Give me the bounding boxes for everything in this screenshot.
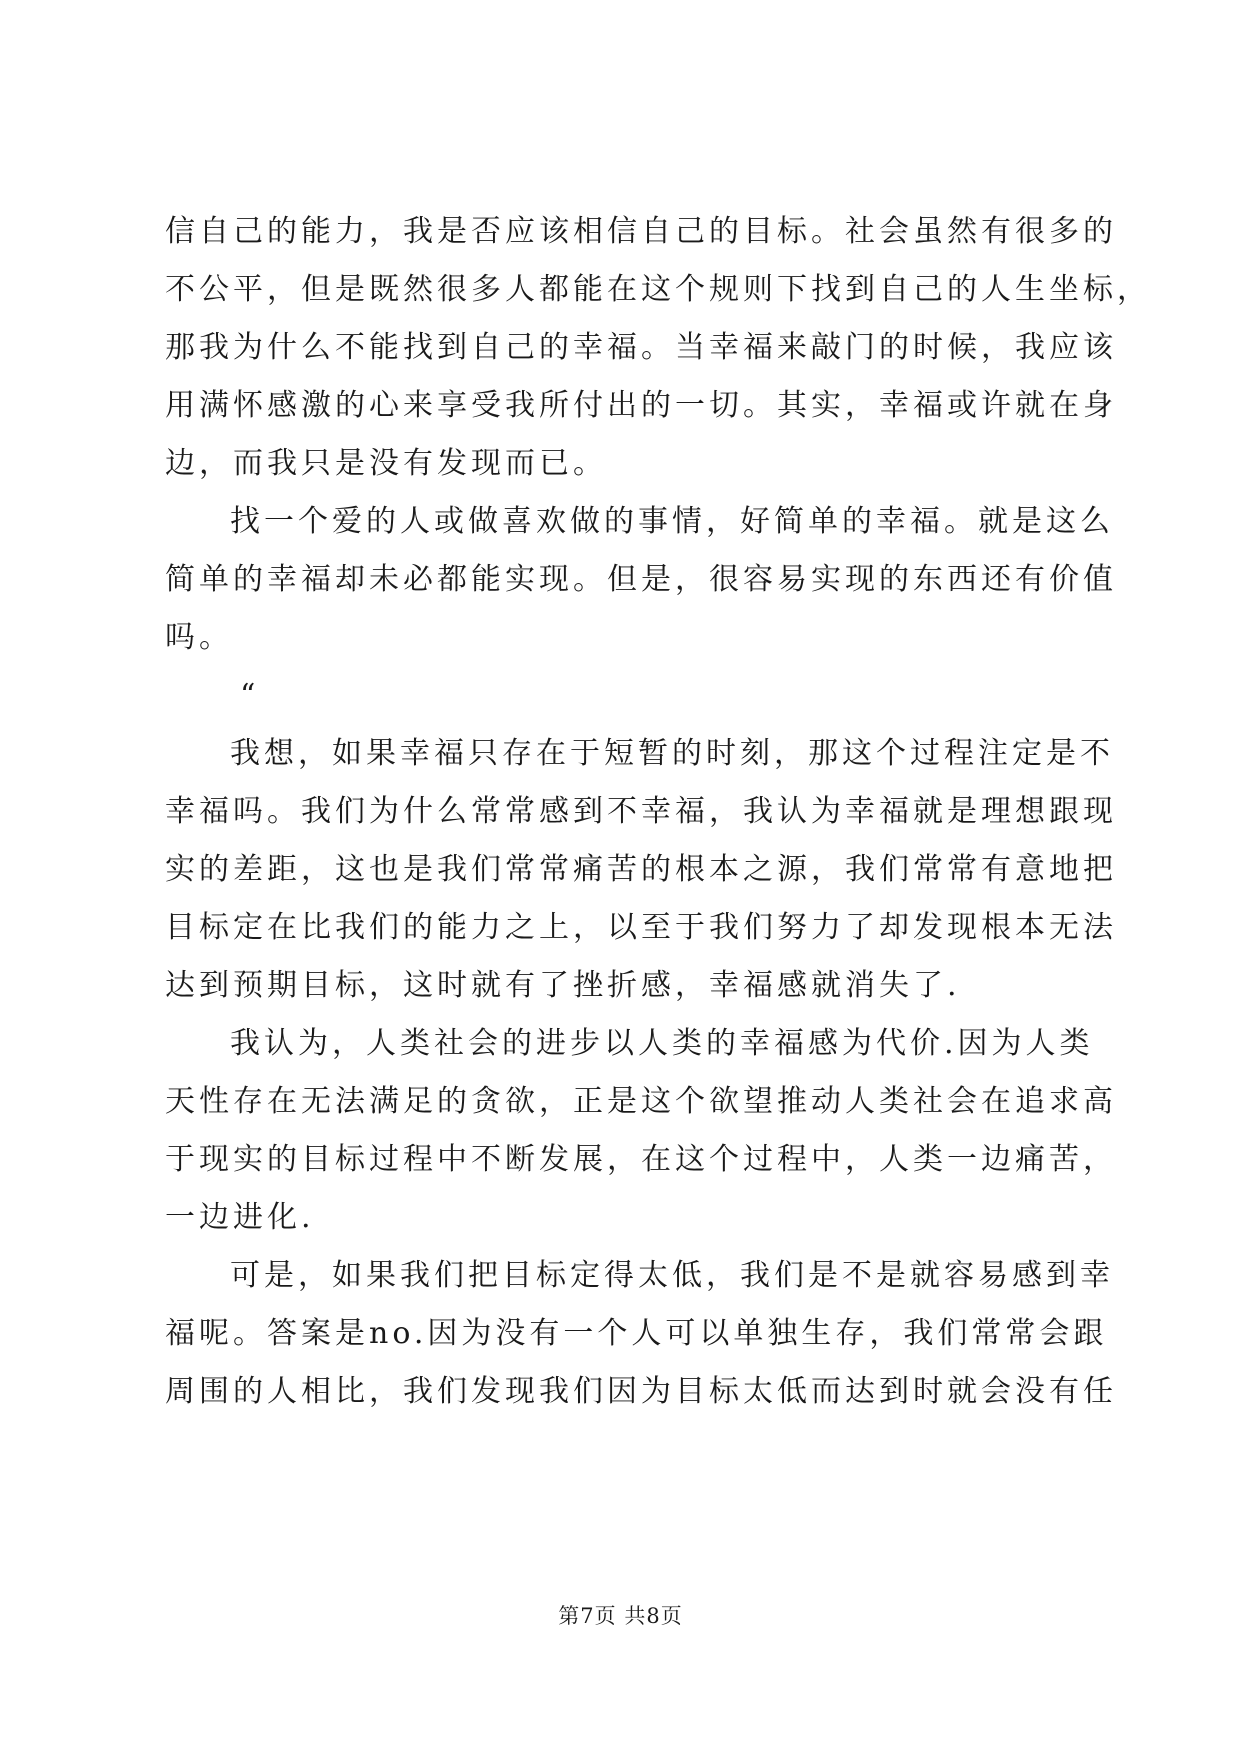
text-line: 于现实的目标过程中不断发展，在这个过程中，人类一边痛苦， xyxy=(165,1142,1117,1177)
text-line: 实的差距，这也是我们常常痛苦的根本之源，我们常常有意地把 xyxy=(165,852,1117,887)
text-line: 那我为什么不能找到自己的幸福。当幸福来敲门的时候，我应该 xyxy=(165,330,1117,365)
text-line: 达到预期目标，这时就有了挫折感，幸福感就消失了. xyxy=(165,968,961,1003)
text-line: 周围的人相比，我们发现我们因为目标太低而达到时就会没有任 xyxy=(165,1374,1117,1409)
text-line: 用满怀感激的心来享受我所付出的一切。其实，幸福或许就在身 xyxy=(165,388,1117,423)
text-line: 边，而我只是没有发现而已。 xyxy=(165,446,607,481)
text-line: 幸福吗。我们为什么常常感到不幸福，我认为幸福就是理想跟现 xyxy=(165,794,1117,829)
text-line: 福呢。答案是no.因为没有一个人可以单独生存，我们常常会跟 xyxy=(165,1316,1108,1351)
paragraph-first-line: 可是，如果我们把目标定得太低，我们是不是就容易感到幸 xyxy=(230,1258,1114,1293)
text-line: 目标定在比我们的能力之上，以至于我们努力了却发现根本无法 xyxy=(165,910,1117,945)
paragraph-first-line: 我想，如果幸福只存在于短暂的时刻，那这个过程注定是不 xyxy=(230,736,1114,771)
text-line: 一边进化. xyxy=(165,1200,315,1235)
paragraph-first-line: 我认为，人类社会的进步以人类的幸福感为代价.因为人类 xyxy=(230,1026,1094,1061)
text-line: 信自己的能力，我是否应该相信自己的目标。社会虽然有很多的 xyxy=(165,214,1117,249)
page-number-footer: 第7页 共8页 xyxy=(558,1604,683,1628)
quote-mark: “ xyxy=(240,678,260,713)
text-line: 简单的幸福却未必都能实现。但是，很容易实现的东西还有价值 xyxy=(165,562,1117,597)
text-line: 天性存在无法满足的贪欲，正是这个欲望推动人类社会在追求高 xyxy=(165,1084,1117,1119)
text-line: 吗。 xyxy=(165,620,233,655)
paragraph-first-line: 找一个爱的人或做喜欢做的事情，好简单的幸福。就是这么 xyxy=(230,504,1114,539)
text-line: 不公平，但是既然很多人都能在这个规则下找到自己的人生坐标， xyxy=(165,272,1151,307)
